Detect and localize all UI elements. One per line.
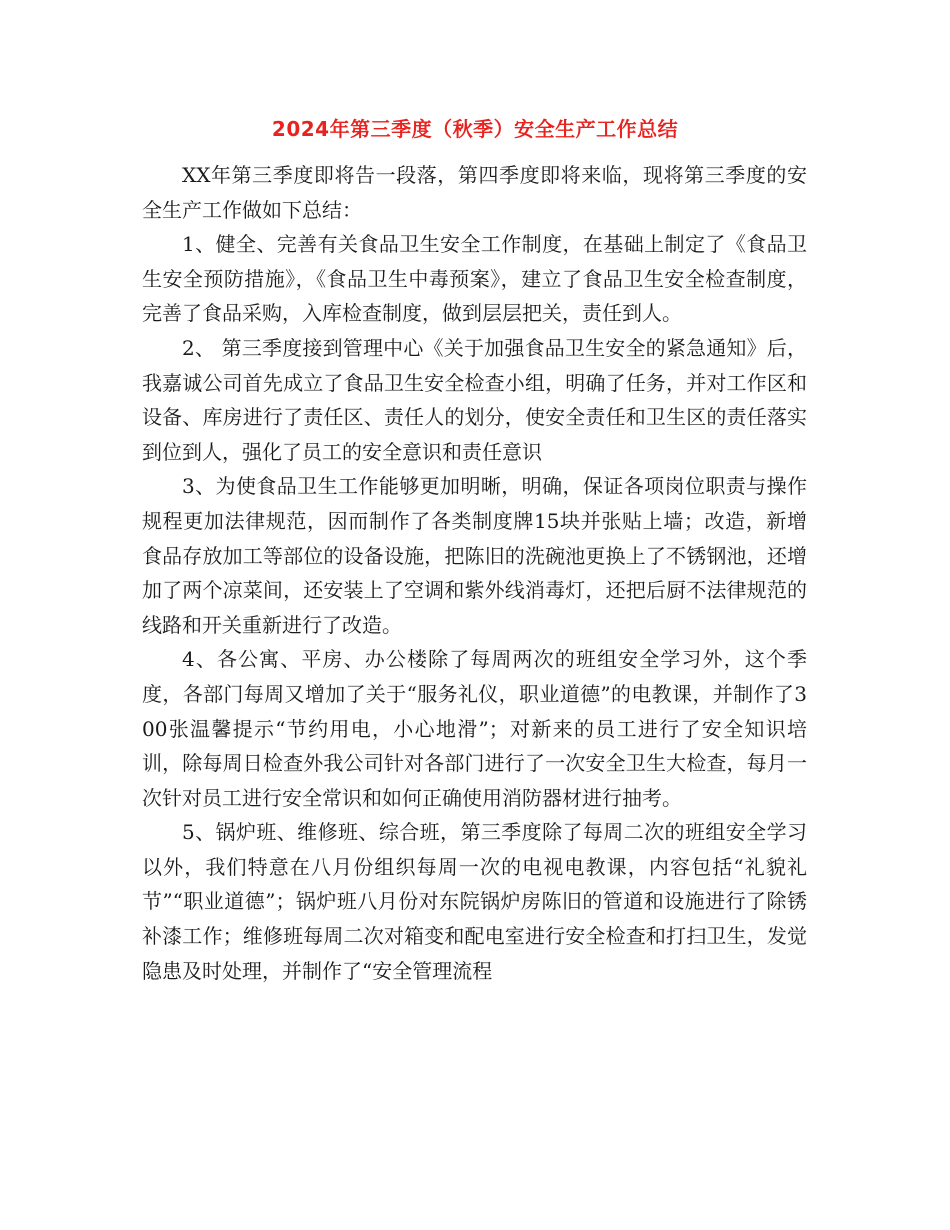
- paragraph-item-2: 2、 第三季度接到管理中心《关于加强食品卫生安全的紧急通知》后，我嘉诚公司首先成立了食品卫生安全检查小组，明确了任务，并对工作区和设备、库房进行了责任区、责任人的划分，使安全责任和卫生区的责任落实到位到人，强化了员工的安全意识和责任意识: [142, 335, 807, 464]
- document-title: 2024年第三季度（秋季）安全生产工作总结: [271, 117, 679, 141]
- paragraph-item-1: 1、健全、完善有关食品卫生安全工作制度，在基础上制定了《食品卫生安全预防措施》，《食品卫生中毒预案》，建立了食品卫生安全检查制度，完善了食品采购，入库检查制度，做到层层把关，责任到人。: [142, 232, 807, 326]
- paragraph-item-3: 3、为使食品卫生工作能够更加明晰，明确，保证各项岗位职责与操作规程更加法律规范，因而制作了各类制度牌15块并张贴上墙；改造，新增食品存放加工等部位的设备设施，把陈旧的洗碗池更换上了不锈钢池，还增加了两个凉菜间，还安装上了空调和紫外线消毒灯，还把后厨不法律规范的线路和开关重新进行了改造。: [142, 474, 807, 637]
- paragraph-intro: XX年第三季度即将告一段落，第四季度即将来临，现将第三季度的安全生产工作做如下总结：: [142, 163, 807, 222]
- document-body: [142, 158, 807, 988]
- paragraph-item-5: 5、锅炉班、维修班、综合班，第三季度除了每周二次的班组安全学习以外，我们特意在八月份组织每周一次的电视电教课，内容包括“礼貌礼节”“职业道德”；锅炉班八月份对东院锅炉房陈旧的管道和设施进行了除锈补漆工作；维修班每周二次对箱变和配电室进行安全检查和打扫卫生，发觉隐患及时处理，并制作了“安全管理流程: [142, 820, 807, 983]
- paragraph-item-4: 4、各公寓、平房、办公楼除了每周两次的班组安全学习外，这个季度，各部门每周又增加了关于“服务礼仪，职业道德”的电教课，并制作了300张温馨提示“节约用电，小心地滑”；对新来的员工进行了安全知识培训，除每周日检查外我公司针对各部门进行了一次安全卫生大检查，每月一次针对员工进行安全常识和如何正确使用消防器材进行抽考。: [142, 647, 807, 810]
